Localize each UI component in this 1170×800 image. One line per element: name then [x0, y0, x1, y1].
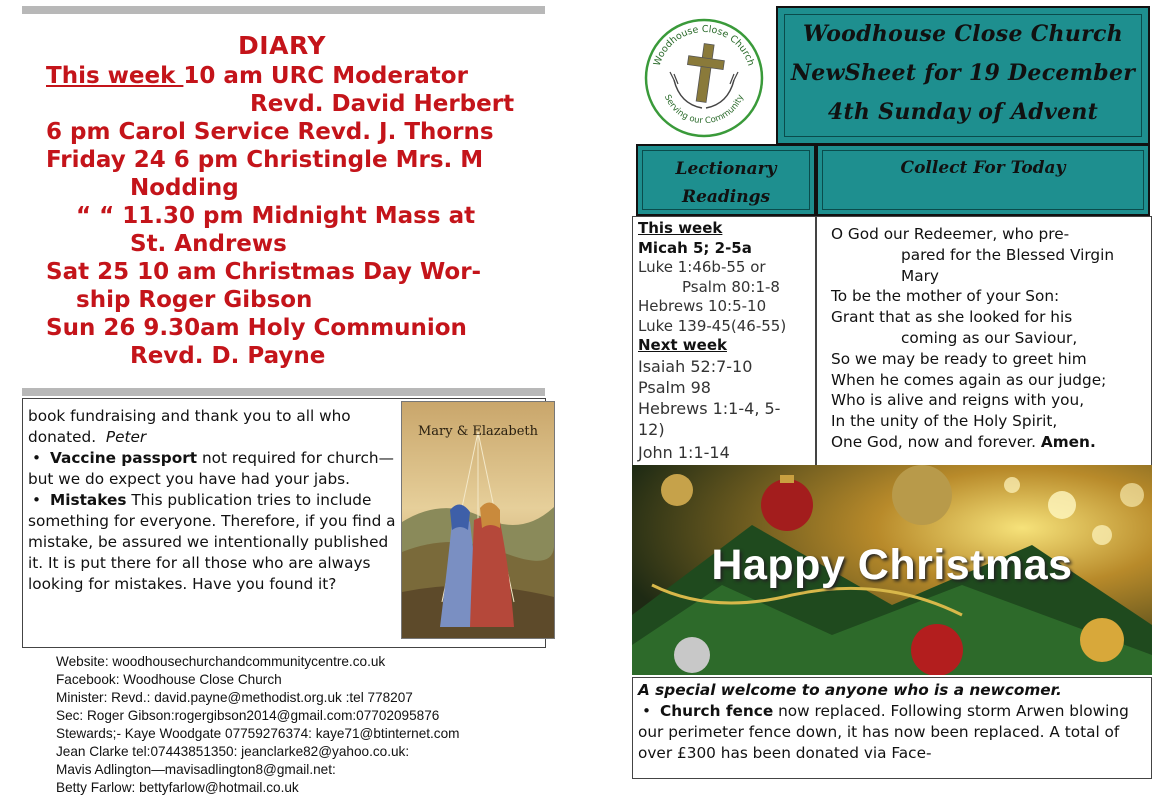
- this-week-heading: This week: [638, 219, 723, 237]
- lectionary-readings: [632, 216, 816, 466]
- reading: Isaiah 52:7-10: [638, 356, 753, 376]
- contact-line: Betty Farlow: bettyfarlow@hotmail.co.uk: [56, 780, 299, 795]
- diary-title: DIARY: [238, 31, 326, 60]
- happy-christmas-text: Happy Christmas: [711, 541, 1073, 589]
- newsheet-header: [776, 6, 1150, 145]
- prayer-line: Who is alive and reigns with you,: [831, 391, 1085, 410]
- middle-divider: [22, 388, 545, 396]
- reading: Psalm 80:1-8: [682, 277, 780, 296]
- contact-line: Facebook: Woodhouse Close Church: [56, 672, 282, 687]
- top-divider: [22, 6, 545, 14]
- church-fence-notice: • Church fence now replaced. Following storm Arwen blowing our perimeter fence down, it has now been replaced. A total of over £300 has been donated via Face-: [638, 702, 1129, 762]
- notice-box: [22, 398, 546, 648]
- diary-line: Friday 24 6 pm Christingle Mrs. M: [46, 147, 484, 173]
- diary-line: 6 pm Carol Service Revd. J. Thorns: [46, 119, 494, 145]
- prayer-line: pared for the Blessed Virgin: [901, 245, 1115, 264]
- diary-line: This week 10 am URC Moderator: [46, 63, 468, 89]
- collect-header: Collect For Today: [816, 144, 1150, 216]
- next-week-heading: Next week: [638, 336, 727, 354]
- prayer-line: When he comes again as our judge;: [831, 370, 1107, 389]
- diary-line: “ “ 11.30 pm Midnight Mass at: [76, 203, 476, 229]
- diary-line: Sun 26 9.30am Holy Communion: [46, 315, 467, 341]
- prayer-line: So we may be ready to greet him: [831, 349, 1087, 368]
- reading: John 1:1-14: [638, 442, 730, 462]
- prayer-line: O God our Redeemer, who pre-: [831, 225, 1070, 243]
- contact-line: Sec: Roger Gibson:rogergibson2014@gmail.com:07702095876: [56, 708, 440, 723]
- welcome-headline: A special welcome to anyone who is a newcomer.: [638, 681, 1062, 699]
- diary-section: [22, 28, 542, 370]
- header-title: Woodhouse Close Church: [802, 21, 1123, 47]
- diary-line: Nodding: [130, 175, 239, 201]
- reading: Luke 1:46b-55 or: [638, 258, 766, 276]
- contact-list: [56, 653, 460, 797]
- reading: Psalm 98: [638, 377, 711, 397]
- church-logo: [640, 14, 768, 142]
- diary-line: ship Roger Gibson: [76, 287, 313, 313]
- bullet-icon: •: [642, 702, 652, 720]
- this-week-label: This week: [46, 63, 184, 89]
- contact-line: Jean Clarke tel:07443851350: jeanclarke82@yahoo.co.uk:: [56, 744, 410, 759]
- diary-line: Revd. D. Payne: [130, 343, 326, 369]
- mary-elizabeth-painting: [401, 401, 555, 639]
- prayer-line: In the unity of the Holy Spirit,: [831, 412, 1058, 431]
- prayer-line: To be the mother of your Son:: [831, 287, 1060, 306]
- cross-hands-icon: [640, 14, 768, 142]
- reading: 12): [638, 419, 665, 439]
- contact-line: Mavis Adlington—mavisadlington8@gmail.net:: [56, 762, 336, 777]
- bullet-icon: •: [32, 491, 42, 509]
- diary-line: St. Andrews: [130, 231, 287, 257]
- contact-line: Minister: Revd.: david.payne@methodist.org.uk :tel 778207: [56, 690, 413, 705]
- contact-line: Website: woodhousechurchandcommunitycentre.co.uk: [56, 654, 386, 669]
- bullet-icon: •: [32, 449, 42, 467]
- diary-line: Sat 25 10 am Christmas Day Wor-: [46, 259, 482, 285]
- diary-line: Revd. David Herbert: [250, 91, 515, 117]
- collect-prayer: [816, 216, 1152, 466]
- prayer-line: Mary: [901, 266, 939, 285]
- lectionary-header: Lectionary Readings: [636, 144, 816, 216]
- happy-christmas-image: [632, 465, 1152, 675]
- reading: Hebrews 10:5-10: [638, 297, 767, 315]
- prayer-line: One God, now and forever. Amen.: [831, 432, 1096, 451]
- logo-top-text: Woodhouse Close Church: [651, 23, 757, 68]
- reading: Micah 5; 2-5a: [638, 238, 752, 257]
- reading: Luke 139-45(46-55): [638, 316, 787, 335]
- prayer-line: Grant that as she looked for his: [831, 308, 1073, 327]
- logo-bottom-text: Serving our Community: [661, 93, 747, 127]
- contact-line: Stewards;- Kaye Woodgate 07759276374: kaye71@btinternet.com: [56, 726, 460, 741]
- painting-caption: Mary & Elazabeth: [417, 424, 539, 439]
- reading: Hebrews 1:1-4, 5-: [638, 398, 781, 418]
- welcome-box: [632, 677, 1152, 779]
- header-subtitle: 4th Sunday of Advent: [827, 99, 1099, 125]
- notice-text: book fundraising and thank you to all who donated. Peter • Vaccine passport not required for church—but we do expect you have had your jabs. • Mistakes This publication tries to include something for everyone. Therefore, if you find a mistake, be assured we intentionally published it. It is put there for all those who are always looking for mistakes. Have you found it?: [28, 407, 396, 593]
- header-date: NewSheet for 19 December: [790, 60, 1136, 86]
- prayer-line: coming as our Saviour,: [901, 328, 1078, 347]
- signature: Peter: [105, 428, 147, 446]
